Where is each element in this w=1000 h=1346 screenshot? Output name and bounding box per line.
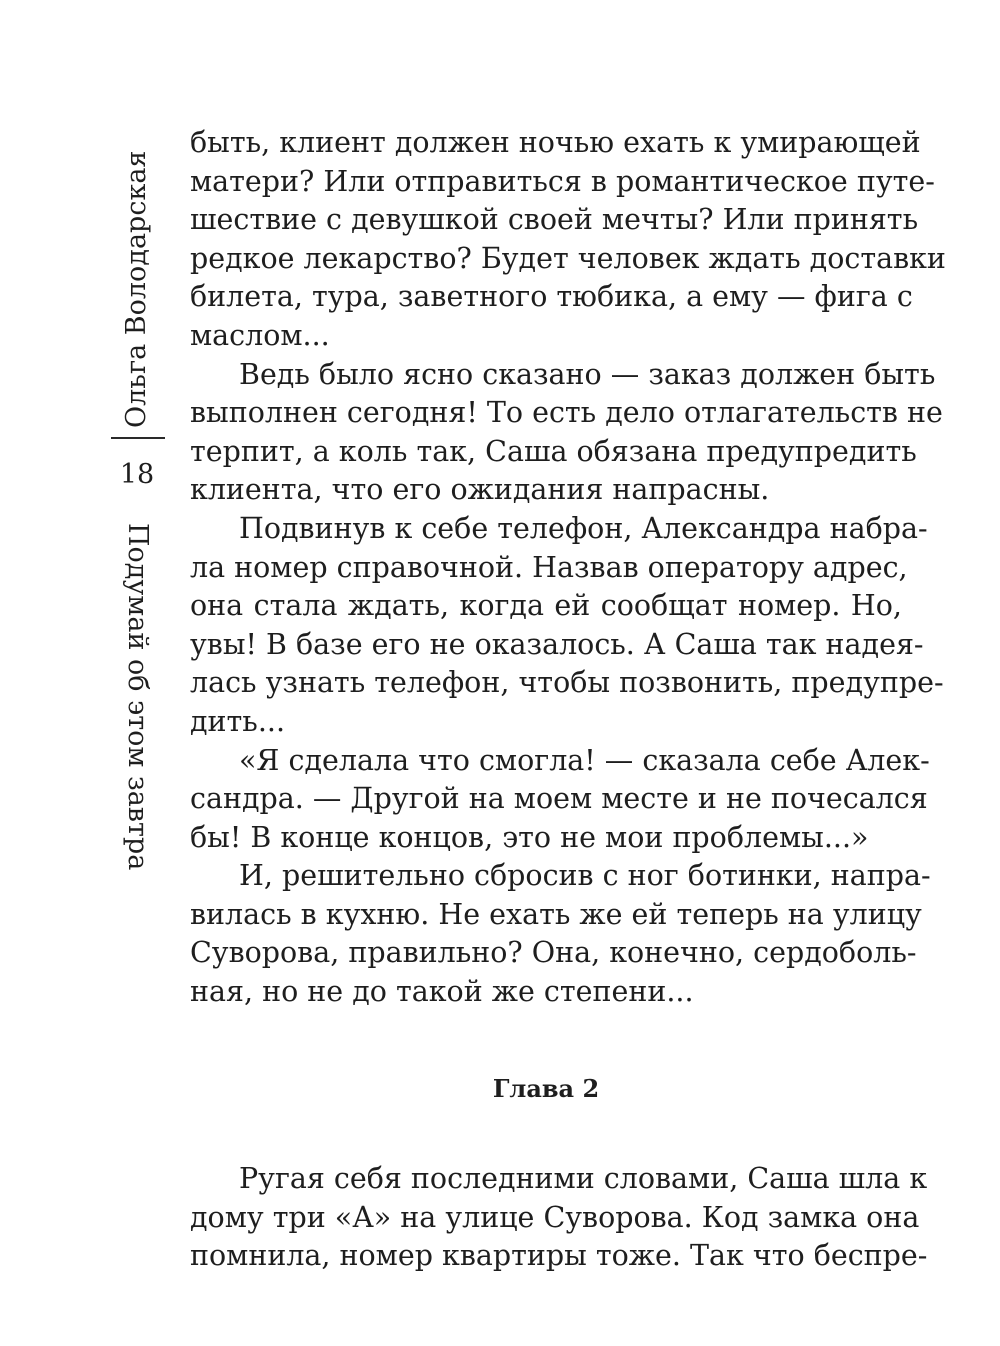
- text-line: клиента, что его ожидания напрасны.: [190, 473, 770, 507]
- text-line: выполнен сегодня! То есть дело отлагательств не: [190, 396, 943, 430]
- book-title: Подумай об этом завтра: [122, 523, 153, 871]
- paragraph-4: [190, 742, 930, 858]
- text-line: сандра. — Другой на моем месте и не почесался: [190, 782, 928, 816]
- text-line: шествие с девушкой своей мечты? Или принять: [190, 203, 919, 237]
- text-line: она стала ждать, когда ей сообщат номер. Но,: [190, 589, 902, 623]
- text-line: билета, тура, заветного тюбика, а ему — фига с: [190, 280, 913, 314]
- paragraph-3: [190, 510, 944, 742]
- paragraph-1: [190, 124, 946, 356]
- paragraph-5: [190, 857, 931, 1011]
- chapter-heading: Глава 2: [492, 1073, 600, 1103]
- text-line: увы! В базе его не оказалось. А Саша так надея-: [190, 627, 924, 661]
- paragraph-2: [190, 356, 943, 510]
- text-line: ная, но не до такой же степени...: [190, 975, 694, 1009]
- spacer: [190, 1108, 902, 1160]
- text-line: бы! В конце концов, это не мои проблемы...»: [190, 820, 869, 854]
- text-line: маслом...: [190, 318, 330, 352]
- text-line: ла номер справочной. Назвав оператору адрес,: [190, 550, 908, 584]
- text-line: Ругая себя последними словами, Саша шла к: [239, 1162, 928, 1196]
- text-line: дить...: [190, 704, 286, 738]
- text-line: матери? Или отправиться в романтическое путе-: [190, 164, 935, 198]
- text-line: лась узнать телефон, чтобы позвонить, предупре-: [190, 666, 944, 700]
- text-line: И, решительно сбросив с ног ботинки, напра-: [239, 859, 931, 893]
- page-number: 18: [119, 459, 155, 490]
- paragraph-6: [190, 1160, 928, 1276]
- spacer: [190, 1012, 902, 1070]
- header-divider: [111, 437, 165, 439]
- text-line: дому три «А» на улице Суворова. Код замка она: [190, 1200, 920, 1234]
- page-body: [190, 124, 946, 1276]
- text-line: редкое лекарство? Будет человек ждать доставки: [190, 241, 946, 275]
- text-line: быть, клиент должен ночью ехать к умирающей: [190, 126, 921, 159]
- text-line: терпит, а коль так, Саша обязана предупредить: [190, 434, 917, 468]
- text-line: Подвинув к себе телефон, Александра набра-: [239, 511, 928, 545]
- text-line: «Я сделала что смогла! — сказала себе Алек-: [239, 743, 930, 777]
- text-line: вилась в кухню. Не ехать же ей теперь на улицу: [190, 897, 922, 931]
- text-line: Суворова, правильно? Она, конечно, сердоболь-: [190, 936, 917, 970]
- running-header: [107, 150, 167, 870]
- text-line: Ведь было ясно сказано — заказ должен быть: [239, 357, 936, 391]
- author-name: Ольга Володарская: [121, 150, 152, 428]
- text-line: помнила, номер квартиры тоже. Так что беспре-: [190, 1239, 928, 1273]
